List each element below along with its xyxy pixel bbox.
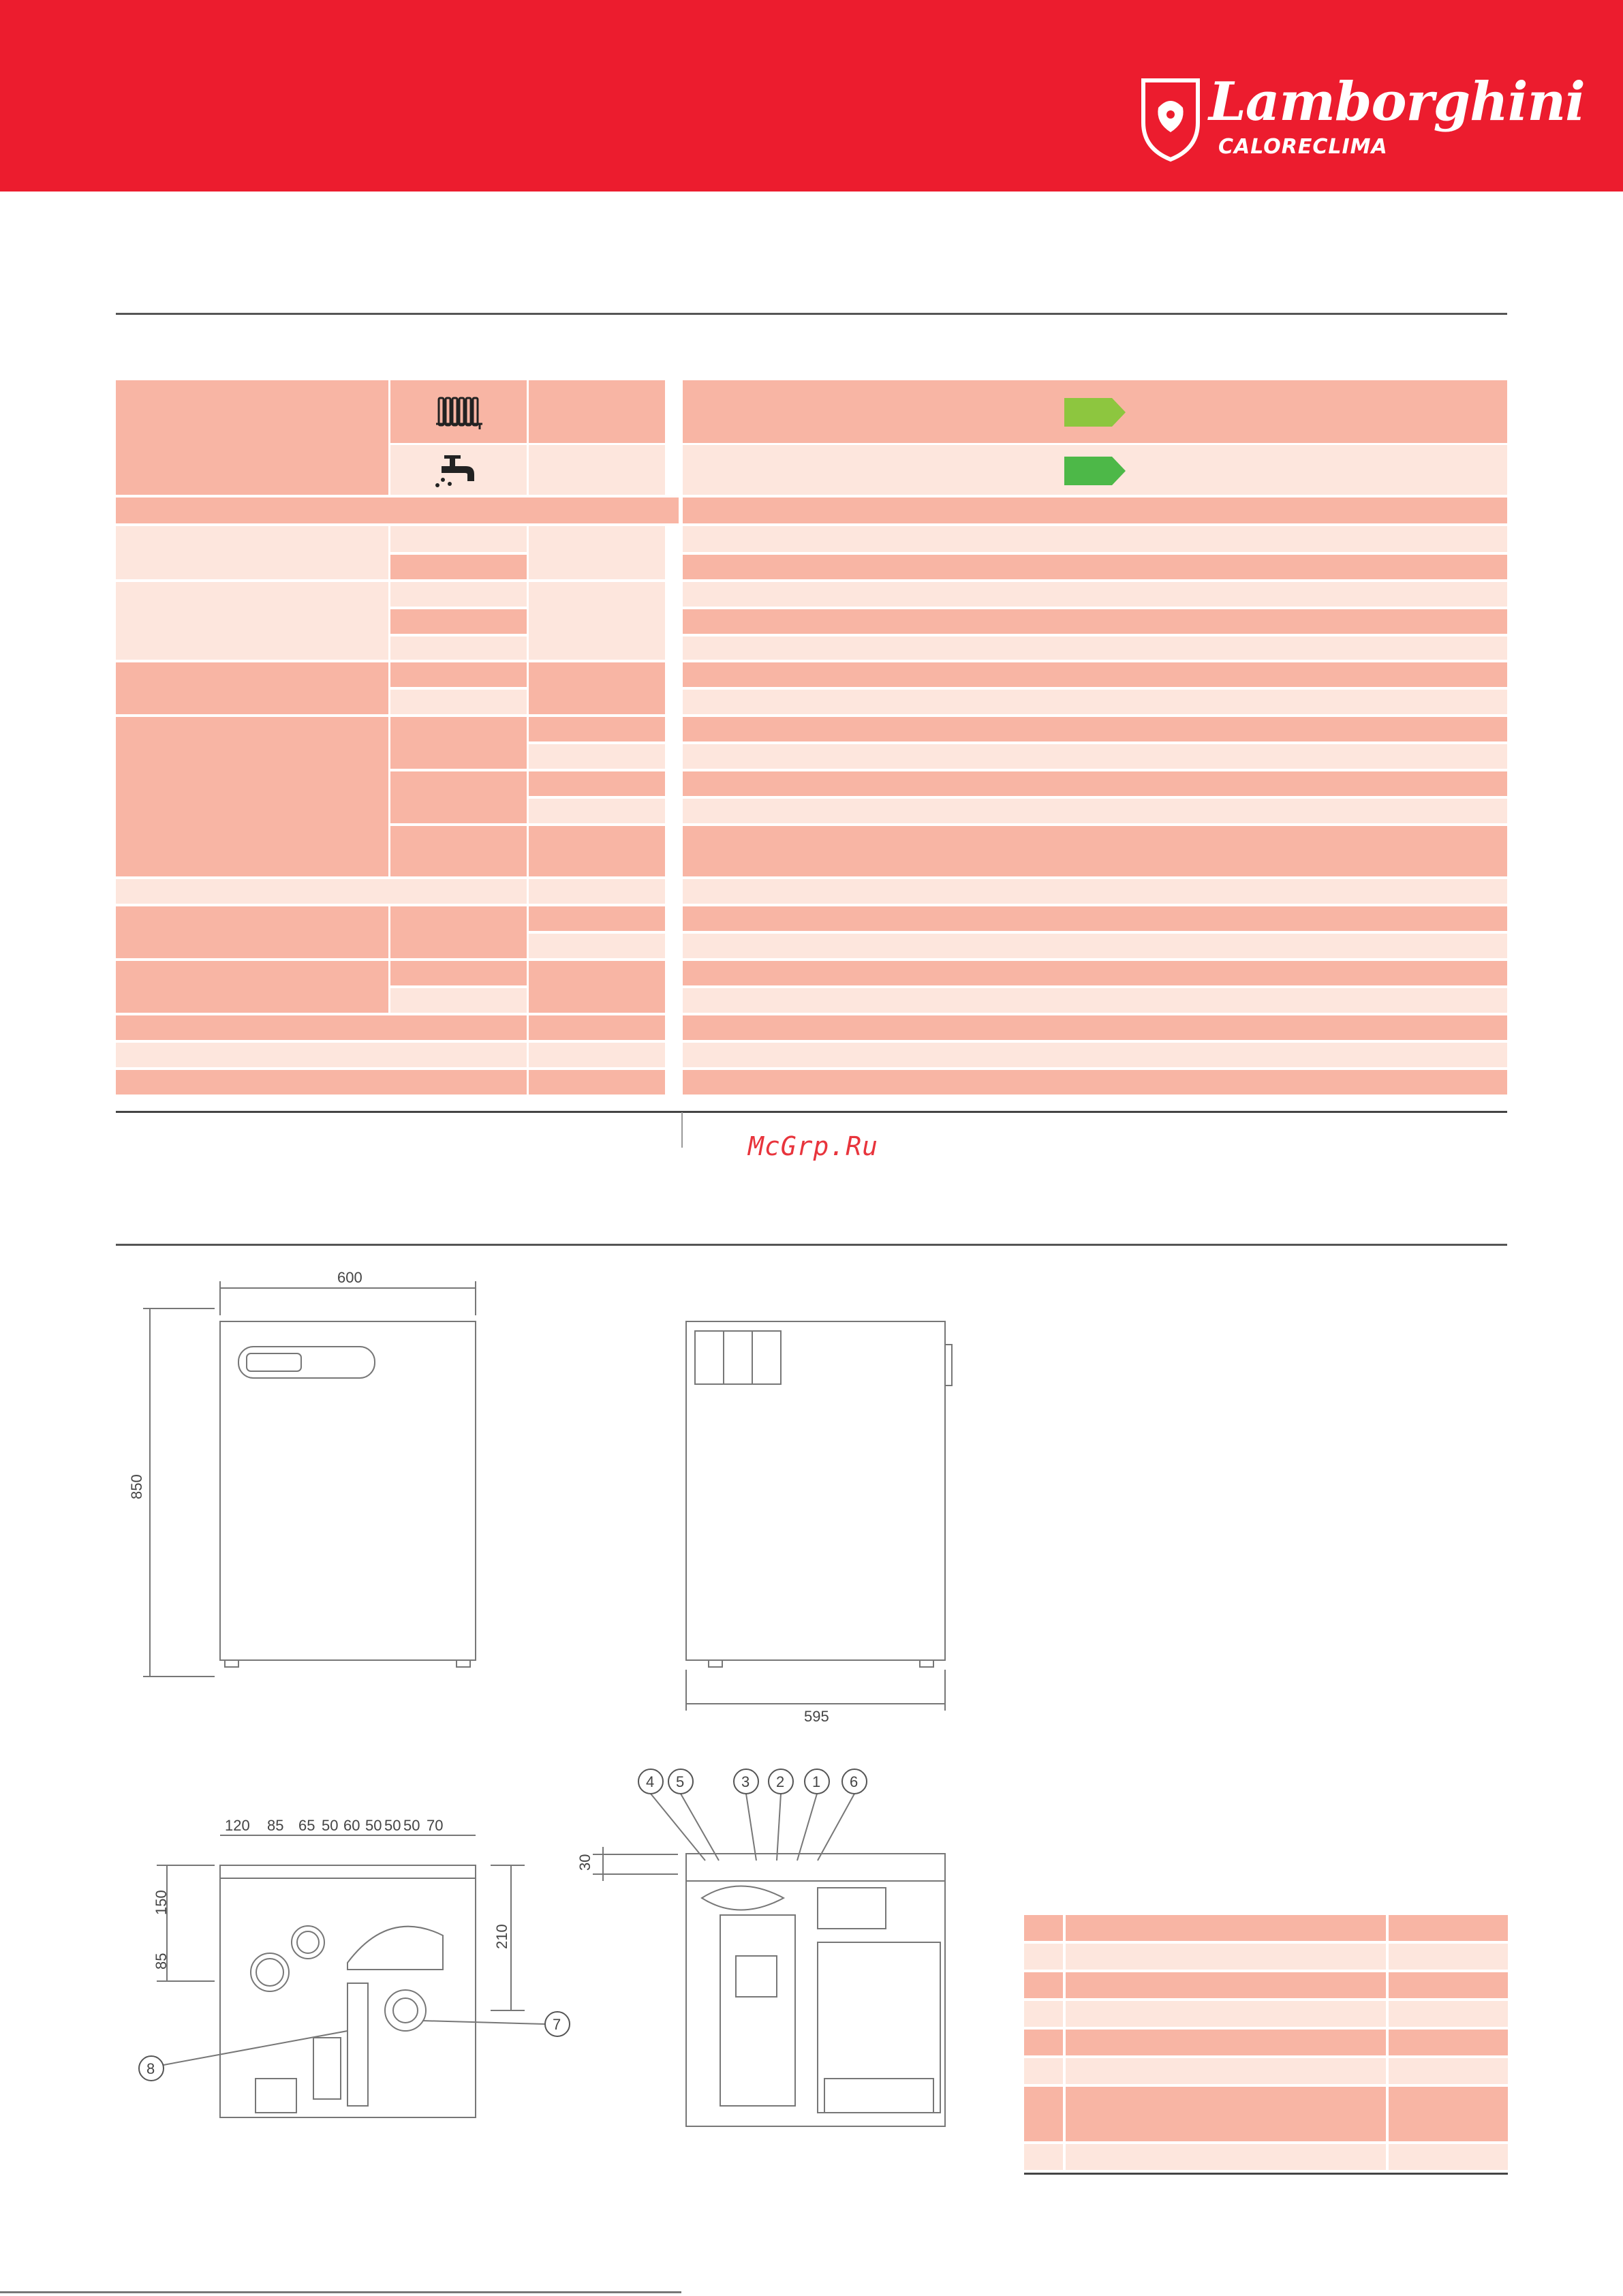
table-cell bbox=[683, 771, 1507, 796]
top-dim-label: 120 bbox=[225, 1817, 250, 1834]
table-cell bbox=[390, 555, 527, 579]
front-height-label: 850 bbox=[128, 1474, 145, 1499]
table-cell bbox=[116, 1015, 527, 1040]
table-cell bbox=[683, 662, 1507, 687]
connection-number: 6 bbox=[850, 1773, 859, 1790]
connection-number: 1 bbox=[812, 1773, 821, 1790]
table-cell bbox=[116, 526, 388, 579]
table-cell bbox=[529, 380, 665, 443]
connection-number: 2 bbox=[776, 1773, 785, 1790]
footer-rule bbox=[0, 2291, 681, 2293]
front-view-outline bbox=[220, 1321, 476, 1660]
table-cell bbox=[1024, 1915, 1063, 1941]
table-cell bbox=[390, 906, 527, 958]
table-cell bbox=[1389, 1944, 1508, 1970]
table-cell bbox=[683, 498, 1507, 523]
table-cell bbox=[683, 1070, 1507, 1095]
table-cell bbox=[529, 662, 665, 714]
table-cell bbox=[116, 380, 388, 495]
connection-number: 5 bbox=[676, 1773, 685, 1790]
table-cell bbox=[529, 1070, 665, 1095]
table-cell bbox=[390, 717, 527, 769]
left-dim-label: 150 bbox=[153, 1890, 170, 1915]
top-dim-label: 50 bbox=[403, 1817, 420, 1834]
table-cell bbox=[529, 526, 665, 579]
table-cell bbox=[390, 662, 527, 687]
table-cell bbox=[390, 771, 527, 823]
front-width-label: 600 bbox=[337, 1269, 362, 1286]
top-dim-label: 65 bbox=[298, 1817, 315, 1834]
table-cell bbox=[529, 934, 665, 958]
brand-name: Lamborghini bbox=[1209, 71, 1585, 133]
connection-number: 3 bbox=[741, 1773, 750, 1790]
table-cell bbox=[683, 906, 1507, 931]
table-cell bbox=[1389, 2058, 1508, 2084]
table-cell bbox=[683, 934, 1507, 958]
table-cell bbox=[116, 879, 527, 904]
energy-class-arrow-icon bbox=[1064, 397, 1127, 428]
table-cell bbox=[683, 609, 1507, 634]
table-cell bbox=[529, 906, 665, 931]
table-cell bbox=[390, 690, 527, 714]
watermark: McGrp.Ru bbox=[748, 1131, 879, 1161]
table-cell bbox=[1024, 2030, 1063, 2055]
table-cell bbox=[683, 1043, 1507, 1067]
table-cell bbox=[1389, 2001, 1508, 2027]
brand-logo bbox=[1138, 71, 1585, 167]
table-cell bbox=[390, 582, 527, 607]
table-cell bbox=[116, 961, 388, 1013]
table-cell bbox=[116, 1070, 527, 1095]
table-cell bbox=[529, 445, 665, 495]
top-dim-label: 50 bbox=[384, 1817, 401, 1834]
table-cell bbox=[683, 690, 1507, 714]
table-cell bbox=[390, 961, 527, 985]
table-cell bbox=[529, 879, 665, 904]
table-cell bbox=[116, 906, 388, 958]
section-rule-top bbox=[116, 313, 1507, 315]
table-cell bbox=[390, 609, 527, 634]
table-cell bbox=[1066, 2030, 1386, 2055]
table-cell bbox=[1066, 1915, 1386, 1941]
table-cell bbox=[683, 717, 1507, 741]
table-cell bbox=[116, 582, 388, 660]
table-cell bbox=[529, 1015, 665, 1040]
table-cell bbox=[683, 744, 1507, 769]
legend-bottom-rule bbox=[1024, 2173, 1508, 2175]
table-cell bbox=[683, 555, 1507, 579]
tap-icon bbox=[435, 454, 486, 489]
callout-number: 7 bbox=[553, 2016, 561, 2033]
table-divider bbox=[681, 1112, 683, 1148]
table-cell bbox=[1066, 2058, 1386, 2084]
bull-shield-icon bbox=[1138, 75, 1203, 162]
table-cell bbox=[116, 498, 679, 523]
table-cell bbox=[529, 771, 665, 796]
table-cell bbox=[116, 717, 388, 876]
left-dim-label: 85 bbox=[153, 1953, 170, 1970]
connections-legend-table bbox=[1024, 1915, 1508, 2179]
table-cell bbox=[1389, 1915, 1508, 1941]
rear-view-outline bbox=[686, 1854, 945, 2126]
table-cell bbox=[1024, 1972, 1063, 1998]
table-cell bbox=[529, 799, 665, 823]
table-cell bbox=[1066, 1944, 1386, 1970]
table-cell bbox=[390, 637, 527, 660]
table-cell bbox=[1066, 1972, 1386, 1998]
table-cell bbox=[1066, 2144, 1386, 2170]
table-cell bbox=[529, 826, 665, 876]
right-dim-label: 210 bbox=[493, 1924, 510, 1949]
table-cell bbox=[1389, 1972, 1508, 1998]
callout-number: 8 bbox=[146, 2060, 155, 2077]
table-cell bbox=[390, 826, 527, 876]
table-cell bbox=[529, 717, 665, 741]
table-cell bbox=[529, 744, 665, 769]
table-cell bbox=[683, 988, 1507, 1013]
table-cell bbox=[683, 879, 1507, 904]
top-dim-label: 60 bbox=[343, 1817, 360, 1834]
table-cell bbox=[1024, 1944, 1063, 1970]
section-rule-drawings bbox=[116, 1244, 1507, 1246]
table-cell bbox=[1066, 2001, 1386, 2027]
table-cell bbox=[683, 526, 1507, 552]
spec-table bbox=[116, 380, 1507, 1111]
table-cell bbox=[116, 1043, 527, 1067]
top-dim-label: 70 bbox=[427, 1817, 444, 1834]
table-cell bbox=[683, 961, 1507, 985]
table-cell bbox=[1389, 2087, 1508, 2141]
table-cell bbox=[1389, 2144, 1508, 2170]
table-cell bbox=[683, 799, 1507, 823]
top-dim-label: 50 bbox=[365, 1817, 382, 1834]
connection-number: 4 bbox=[646, 1773, 655, 1790]
side-width-label: 595 bbox=[804, 1708, 829, 1725]
table-cell bbox=[683, 582, 1507, 607]
table-cell bbox=[529, 1043, 665, 1067]
table-cell bbox=[1024, 2087, 1063, 2141]
table-cell bbox=[116, 662, 388, 714]
table-cell bbox=[1389, 2030, 1508, 2055]
table-cell bbox=[1024, 2144, 1063, 2170]
table-cell bbox=[529, 961, 665, 1013]
table-cell bbox=[529, 582, 665, 660]
rear-offset-label: 30 bbox=[576, 1854, 593, 1871]
table-cell bbox=[683, 1015, 1507, 1040]
table-cell bbox=[1024, 2001, 1063, 2027]
table-cell bbox=[683, 826, 1507, 876]
top-dim-label: 85 bbox=[267, 1817, 284, 1834]
table-bottom-rule bbox=[116, 1111, 1507, 1113]
table-cell bbox=[1024, 2058, 1063, 2084]
side-view-outline bbox=[686, 1321, 945, 1660]
table-cell bbox=[390, 988, 527, 1013]
table-cell bbox=[683, 637, 1507, 660]
top-dim-label: 50 bbox=[322, 1817, 339, 1834]
radiator-icon bbox=[435, 394, 486, 431]
energy-class-arrow-icon bbox=[1064, 455, 1127, 487]
table-cell bbox=[390, 526, 527, 552]
table-cell bbox=[1066, 2087, 1386, 2141]
brand-subtitle: CALORECLIMA bbox=[1218, 135, 1388, 159]
